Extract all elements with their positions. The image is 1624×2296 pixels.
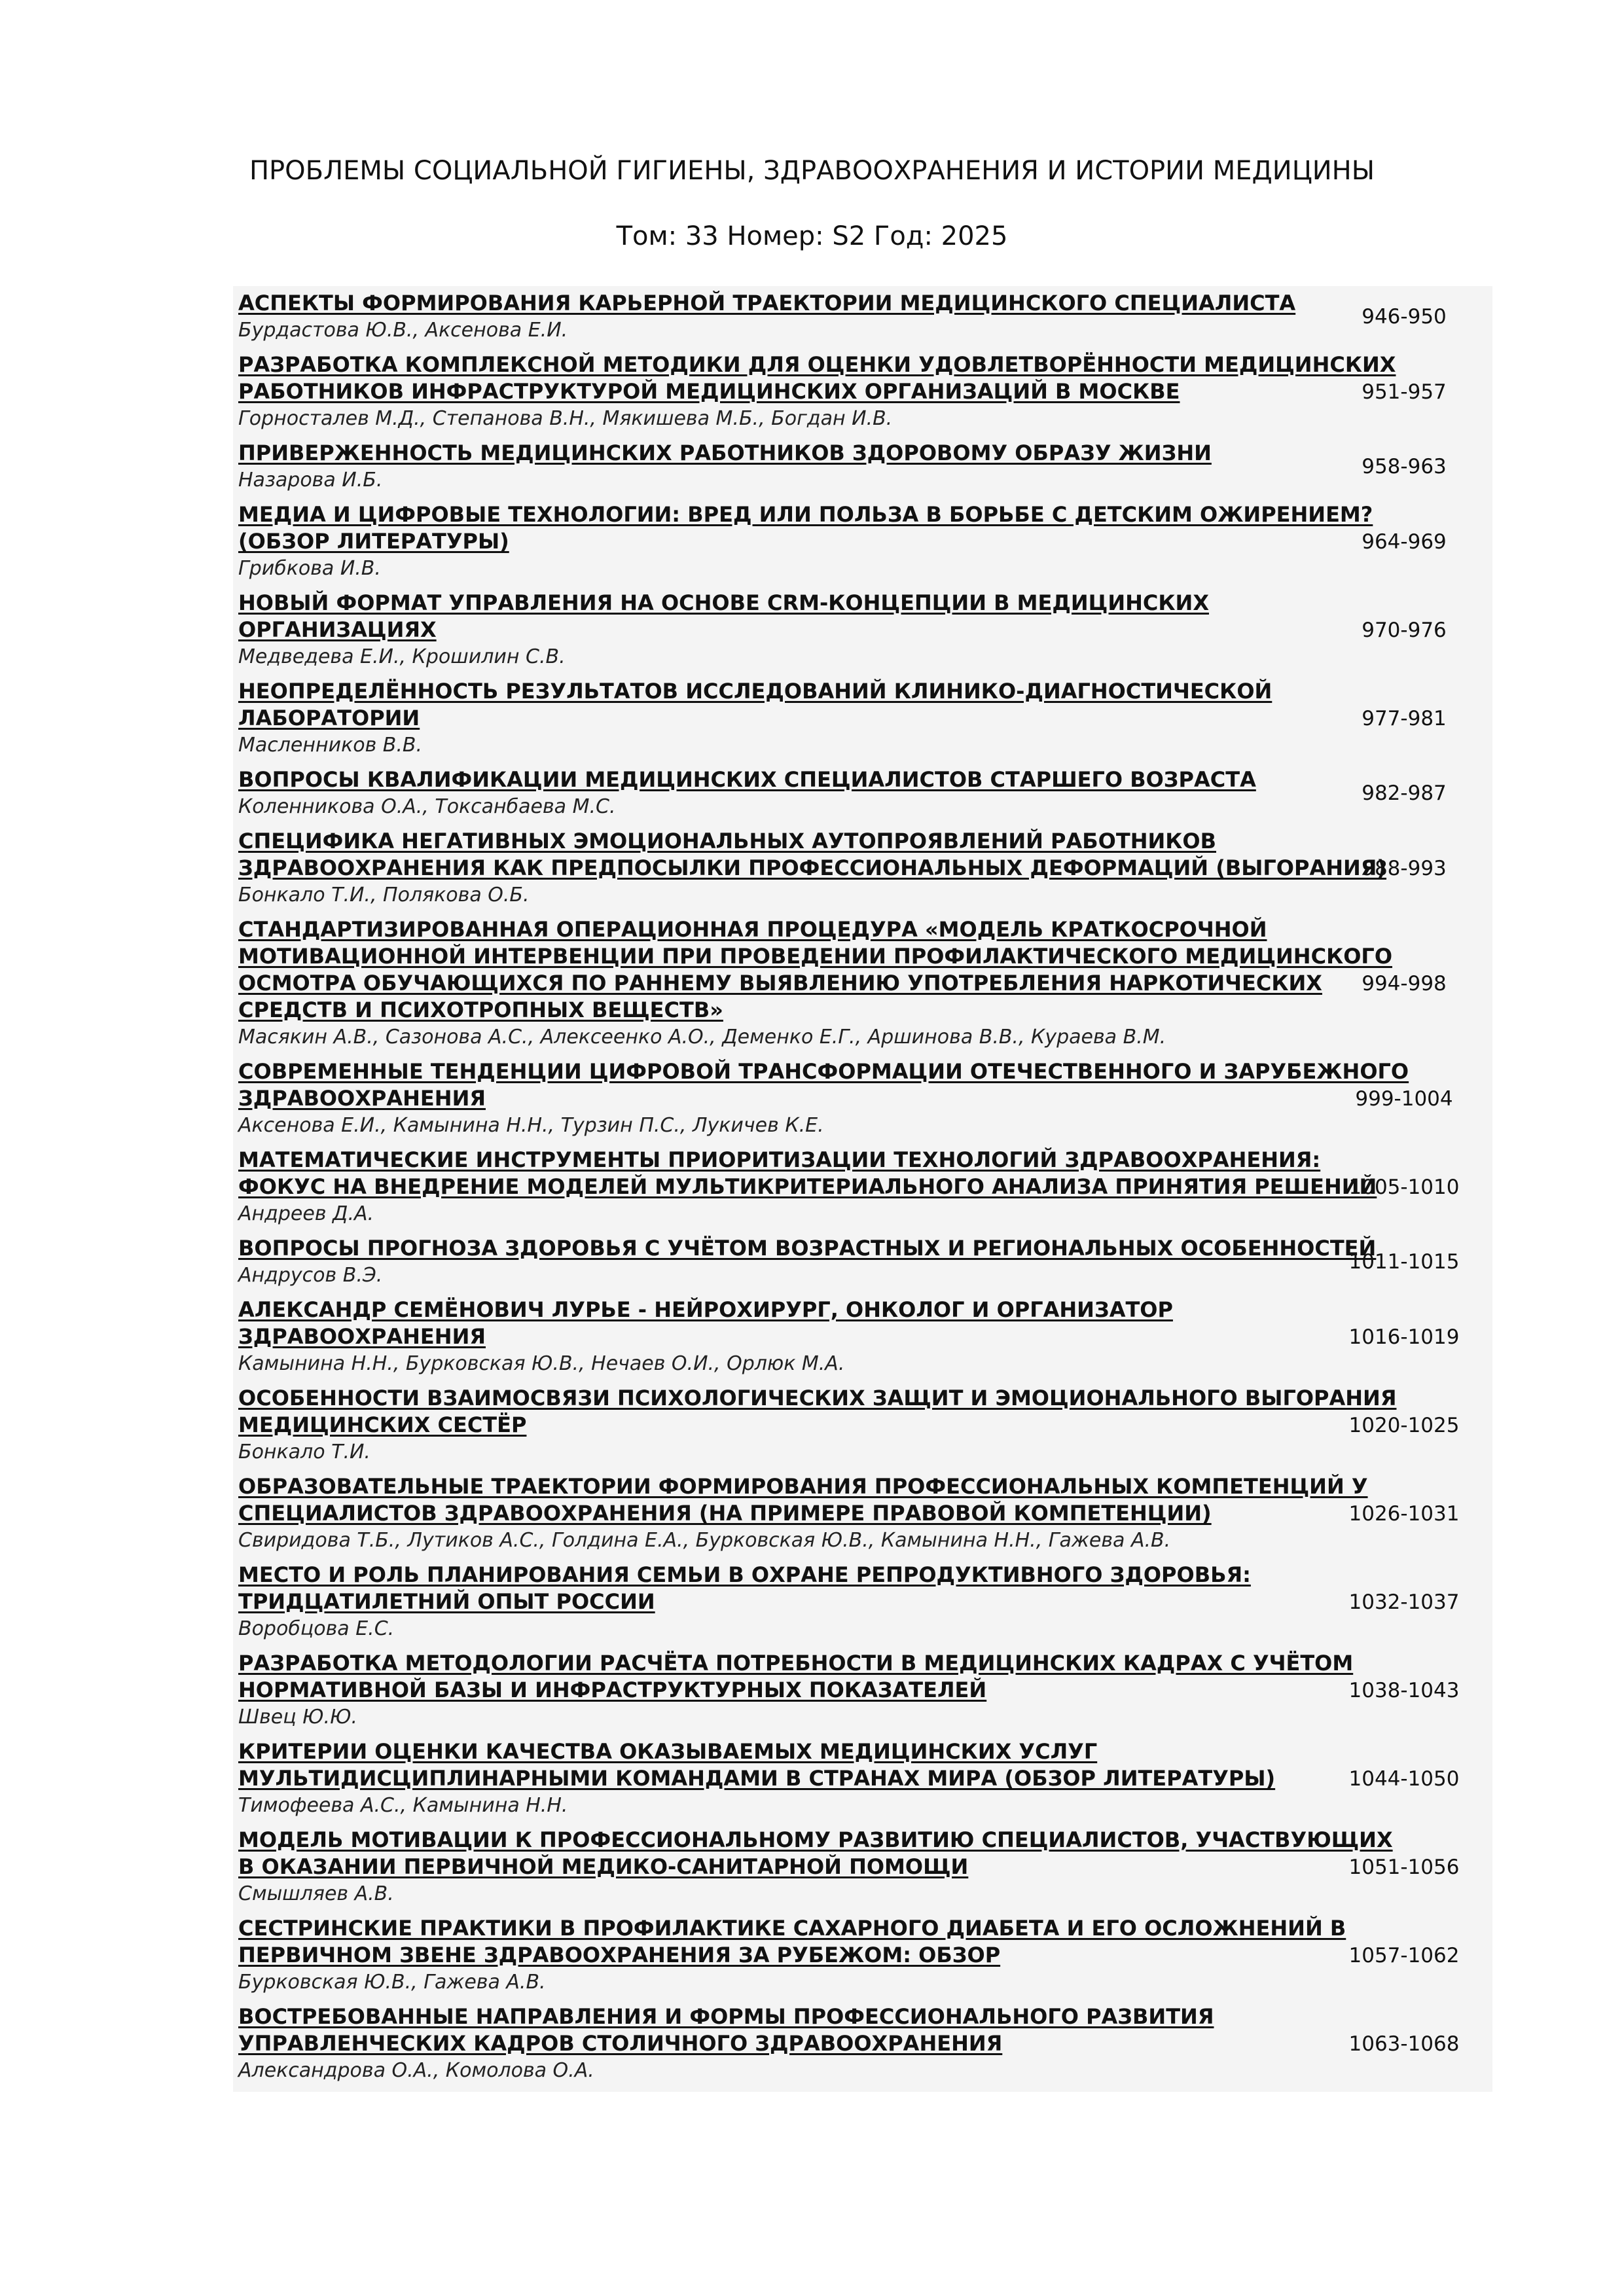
article-title-link[interactable]: ПРИВЕРЖЕННОСТЬ МЕДИЦИНСКИХ РАБОТНИКОВ ЗДОРОВОМУ ОБРАЗУ ЖИЗНИ	[238, 440, 1212, 465]
article-pages: 1038-1043	[1348, 1678, 1460, 1702]
toc-entry-text	[238, 1915, 1351, 1996]
article-authors: Масякин А.В., Сазонова А.С., Алексеенко А.О., Деменко Е.Г., Аршинова В.В., Кураева В.М.	[238, 1026, 1166, 1049]
article-authors: Тимофеева А.С., Камынина Н.Н.	[238, 1794, 568, 1817]
journal-title: ПРОБЛЕМЫ СОЦИАЛЬНОЙ ГИГИЕНЫ, ЗДРАВООХРАНЕНИЯ И ИСТОРИИ МЕДИЦИНЫ	[249, 156, 1375, 186]
article-title-link[interactable]: СПЕЦИФИКА НЕГАТИВНЫХ ЭМОЦИОНАЛЬНЫХ АУТОПРОЯВЛЕНИЙ РАБОТНИКОВ	[238, 829, 1216, 853]
toc-entry	[233, 1054, 1492, 1143]
article-title-link[interactable]: ЗДРАВООХРАНЕНИЯ	[238, 1086, 486, 1111]
toc-entry	[233, 1646, 1492, 1734]
article-title-link[interactable]: МУЛЬТИДИСЦИПЛИНАРНЫМИ КОМАНДАМИ В СТРАНАХ МИРА (ОБЗОР ЛИТЕРАТУРЫ)	[238, 1766, 1276, 1791]
toc-entry	[233, 2000, 1492, 2088]
article-pages: 951-957	[1362, 380, 1447, 404]
toc-entry	[233, 1143, 1492, 1231]
toc-entry-text	[238, 916, 1393, 1050]
article-authors: Грибкова И.В.	[238, 557, 381, 580]
article-title-link[interactable]: ОСОБЕННОСТИ ВЗАИМОСВЯЗИ ПСИХОЛОГИЧЕСКИХ ЗАЩИТ И ЭМОЦИОНАЛЬНОГО ВЫГОРАНИЯ	[238, 1386, 1397, 1410]
article-title-link[interactable]: НОРМАТИВНОЙ БАЗЫ И ИНФРАСТРУКТУРНЫХ ПОКАЗАТЕЛЕЙ	[238, 1677, 987, 1702]
toc-entry-text	[238, 590, 1351, 670]
article-pages: 964-969	[1362, 529, 1447, 554]
article-title-link[interactable]: ВОСТРЕБОВАННЫЕ НАПРАВЛЕНИЯ И ФОРМЫ ПРОФЕССИОНАЛЬНОГО РАЗВИТИЯ	[238, 2004, 1214, 2029]
article-pages: 994-998	[1362, 971, 1447, 996]
article-title-link[interactable]: ОРГАНИЗАЦИЯХ	[238, 617, 437, 642]
toc-entry	[233, 674, 1492, 762]
toc-entry-text	[238, 1385, 1397, 1465]
article-title-link[interactable]: МЕДИА И ЦИФРОВЫЕ ТЕХНОЛОГИИ: ВРЕД ИЛИ ПОЛЬЗА В БОРЬБЕ С ДЕТСКИМ ОЖИРЕНИЕМ?	[238, 502, 1373, 527]
toc-entry-text	[238, 1650, 1354, 1731]
article-pages: 1005-1010	[1348, 1175, 1460, 1199]
toc-entry	[233, 1381, 1492, 1469]
article-title-link[interactable]: ЗДРАВООХРАНЕНИЯ	[238, 1324, 486, 1349]
article-authors: Воробцова Е.С.	[238, 1617, 395, 1640]
toc-entry	[233, 286, 1492, 348]
article-title-link[interactable]: В ОКАЗАНИИ ПЕРВИЧНОЙ МЕДИКО-САНИТАРНОЙ ПОМОЩИ	[238, 1854, 969, 1879]
article-pages: 1020-1025	[1348, 1413, 1460, 1437]
article-authors: Андрусов В.Э.	[238, 1264, 383, 1287]
article-pages: 1016-1019	[1348, 1325, 1460, 1349]
article-title-link[interactable]: СТАНДАРТИЗИРОВАННАЯ ОПЕРАЦИОННАЯ ПРОЦЕДУРА «МОДЕЛЬ КРАТКОСРОЧНОЙ	[238, 917, 1267, 942]
article-title-link[interactable]: ТРИДЦАТИЛЕТНИЙ ОПЫТ РОССИИ	[238, 1589, 655, 1614]
toc-entry	[233, 1823, 1492, 1911]
article-authors: Бурковская Ю.В., Гажева А.В.	[238, 1971, 546, 1994]
article-title-link[interactable]: МАТЕМАТИЧЕСКИЕ ИНСТРУМЕНТЫ ПРИОРИТИЗАЦИИ ТЕХНОЛОГИЙ ЗДРАВООХРАНЕНИЯ:	[238, 1147, 1321, 1172]
toc-entry	[233, 586, 1492, 674]
article-title-link[interactable]: НЕОПРЕДЕЛЁННОСТЬ РЕЗУЛЬТАТОВ ИССЛЕДОВАНИЙ КЛИНИКО-ДИАГНОСТИЧЕСКОЙ	[238, 679, 1272, 704]
article-pages: 946-950	[1362, 305, 1447, 329]
article-pages: 1063-1068	[1348, 2032, 1460, 2056]
article-authors: Швец Ю.Ю.	[238, 1706, 358, 1729]
toc-entry-text	[238, 1827, 1393, 1907]
article-title-link[interactable]: СОВРЕМЕННЫЕ ТЕНДЕНЦИИ ЦИФРОВОЙ ТРАНСФОРМАЦИИ ОТЕЧЕСТВЕННОГО И ЗАРУБЕЖНОГО	[238, 1059, 1409, 1084]
toc-entry-text	[238, 1147, 1377, 1227]
article-title-link[interactable]: МЕДИЦИНСКИХ СЕСТЁР	[238, 1412, 527, 1437]
toc-entry	[233, 1911, 1492, 2000]
article-pages: 970-976	[1362, 618, 1447, 642]
article-pages: 1011-1015	[1348, 1250, 1460, 1274]
article-pages: 982-987	[1362, 781, 1447, 805]
article-authors: Аксенова Е.И., Камынина Н.Н., Турзин П.С., Лукичев К.Е.	[238, 1114, 824, 1137]
article-authors: Бонкало Т.И., Полякова О.Б.	[238, 884, 530, 906]
article-title-link[interactable]: МОДЕЛЬ МОТИВАЦИИ К ПРОФЕССИОНАЛЬНОМУ РАЗВИТИЮ СПЕЦИАЛИСТОВ, УЧАСТВУЮЩИХ	[238, 1827, 1393, 1852]
toc-entry	[233, 912, 1492, 1054]
toc-entry-text	[238, 2003, 1351, 2084]
article-authors: Медведева Е.И., Крошилин С.В.	[238, 645, 566, 668]
article-authors: Андреев Д.А.	[238, 1202, 374, 1225]
article-pages: 977-981	[1362, 706, 1447, 730]
article-title-link[interactable]: НОВЫЙ ФОРМАТ УПРАВЛЕНИЯ НА ОСНОВЕ CRM-КОНЦЕПЦИИ В МЕДИЦИНСКИХ	[238, 590, 1209, 615]
toc-entry-text	[238, 678, 1351, 759]
article-pages: 958-963	[1362, 455, 1447, 478]
toc-entry-text	[238, 351, 1396, 432]
toc-entry-text	[238, 1235, 1377, 1289]
article-authors: Бонкало Т.И.	[238, 1441, 370, 1463]
article-title-link[interactable]: ОСМОТРА ОБУЧАЮЩИХСЯ ПО РАННЕМУ ВЫЯВЛЕНИЮ УПОТРЕБЛЕНИЯ НАРКОТИЧЕСКИХ	[238, 971, 1322, 996]
toc-entry-text	[238, 828, 1387, 908]
toc-entry-text	[238, 290, 1351, 344]
article-authors: Масленников В.В.	[238, 734, 423, 757]
toc-entry	[233, 762, 1492, 824]
issue-info: Том: 33 Номер: S2 Год: 2025	[616, 221, 1008, 251]
article-authors: Горносталев М.Д., Степанова В.Н., Мякишева М.Б., Богдан И.В.	[238, 407, 893, 430]
article-title-link[interactable]: АЛЕКСАНДР СЕМЁНОВИЧ ЛУРЬЕ - НЕЙРОХИРУРГ, ОНКОЛОГ И ОРГАНИЗАТОР	[238, 1297, 1173, 1322]
toc-entry	[233, 436, 1492, 497]
article-title-link[interactable]: ЗДРАВООХРАНЕНИЯ КАК ПРЕДПОСЫЛКИ ПРОФЕССИОНАЛЬНЫХ ДЕФОРМАЦИЙ (ВЫГОРАНИЯ)	[238, 855, 1387, 880]
article-pages: 999-1004	[1355, 1086, 1453, 1111]
article-title-link[interactable]: МЕСТО И РОЛЬ ПЛАНИРОВАНИЯ СЕМЬИ В ОХРАНЕ РЕПРОДУКТИВНОГО ЗДОРОВЬЯ:	[238, 1562, 1251, 1587]
toc-entry-text	[238, 440, 1351, 493]
article-title-link[interactable]: КРИТЕРИИ ОЦЕНКИ КАЧЕСТВА ОКАЗЫВАЕМЫХ МЕДИЦИНСКИХ УСЛУГ	[238, 1739, 1098, 1764]
toc-entry	[233, 1734, 1492, 1823]
article-pages: 1032-1037	[1348, 1590, 1460, 1614]
article-authors: Свиридова Т.Б., Лутиков А.С., Голдина Е.А., Бурковская Ю.В., Камынина Н.Н., Гажева А.В.	[238, 1529, 1171, 1552]
article-title-link[interactable]: СПЕЦИАЛИСТОВ ЗДРАВООХРАНЕНИЯ (НА ПРИМЕРЕ ПРАВОВОЙ КОМПЕТЕНЦИИ)	[238, 1501, 1212, 1526]
toc-entry	[233, 1469, 1492, 1558]
article-title-link[interactable]: ОБРАЗОВАТЕЛЬНЫЕ ТРАЕКТОРИИ ФОРМИРОВАНИЯ ПРОФЕССИОНАЛЬНЫХ КОМПЕТЕНЦИЙ У	[238, 1474, 1368, 1499]
toc-entry-text	[238, 1562, 1351, 1642]
article-title-link[interactable]: СРЕДСТВ И ПСИХОТРОПНЫХ ВЕЩЕСТВ»	[238, 997, 723, 1022]
article-title-link[interactable]: РАЗРАБОТКА МЕТОДОЛОГИИ РАСЧЁТА ПОТРЕБНОСТИ В МЕДИЦИНСКИХ КАДРАХ С УЧЁТОМ	[238, 1651, 1354, 1676]
toc-entry-text	[238, 501, 1373, 582]
article-authors: Смышляев А.В.	[238, 1882, 394, 1905]
article-pages: 988-993	[1362, 856, 1447, 880]
toc-entry-text	[238, 766, 1351, 820]
toc-entry-text	[238, 1473, 1368, 1554]
article-authors: Назарова И.Б.	[238, 469, 383, 492]
article-title-link[interactable]: АСПЕКТЫ ФОРМИРОВАНИЯ КАРЬЕРНОЙ ТРАЕКТОРИИ МЕДИЦИНСКОГО СПЕЦИАЛИСТА	[238, 291, 1296, 315]
article-title-link[interactable]: СЕСТРИНСКИЕ ПРАКТИКИ В ПРОФИЛАКТИКЕ САХАРНОГО ДИАБЕТА И ЕГО ОСЛОЖНЕНИЙ В	[238, 1916, 1346, 1941]
article-authors: Коленникова О.А., Токсанбаева М.С.	[238, 795, 616, 818]
toc-entry	[233, 1231, 1492, 1293]
toc-entry-text	[238, 1738, 1351, 1819]
article-authors: Камынина Н.Н., Бурковская Ю.В., Нечаев О.И., Орлюк М.А.	[238, 1352, 845, 1375]
article-title-link[interactable]: РАБОТНИКОВ ИНФРАСТРУКТУРОЙ МЕДИЦИНСКИХ ОРГАНИЗАЦИЙ В МОСКВЕ	[238, 379, 1180, 404]
article-pages: 1051-1056	[1348, 1855, 1460, 1879]
toc-entry-text	[238, 1297, 1351, 1377]
article-authors: Бурдастова Ю.В., Аксенова Е.И.	[238, 319, 568, 342]
toc-entry	[233, 348, 1492, 436]
article-title-link[interactable]: УПРАВЛЕНЧЕСКИХ КАДРОВ СТОЛИЧНОГО ЗДРАВООХРАНЕНИЯ	[238, 2031, 1003, 2056]
article-title-link[interactable]: ВОПРОСЫ ПРОГНОЗА ЗДОРОВЬЯ С УЧЁТОМ ВОЗРАСТНЫХ И РЕГИОНАЛЬНЫХ ОСОБЕННОСТЕЙ	[238, 1236, 1377, 1261]
toc-entry	[233, 1558, 1492, 1646]
article-pages: 1044-1050	[1348, 1767, 1460, 1791]
article-title-link[interactable]: МОТИВАЦИОННОЙ ИНТЕРВЕНЦИИ ПРИ ПРОВЕДЕНИИ ПРОФИЛАКТИЧЕСКОГО МЕДИЦИНСКОГО	[238, 944, 1393, 969]
article-authors: Александрова О.А., Комолова О.А.	[238, 2059, 594, 2082]
toc-entry	[233, 1293, 1492, 1381]
toc-entry	[233, 497, 1492, 586]
toc-entry	[233, 824, 1492, 912]
article-title-link[interactable]: ВОПРОСЫ КВАЛИФИКАЦИИ МЕДИЦИНСКИХ СПЕЦИАЛИСТОВ СТАРШЕГО ВОЗРАСТА	[238, 767, 1256, 792]
article-title-link[interactable]: ПЕРВИЧНОМ ЗВЕНЕ ЗДРАВООХРАНЕНИЯ ЗА РУБЕЖОМ: ОБЗОР	[238, 1943, 1001, 1967]
article-title-link[interactable]: ФОКУС НА ВНЕДРЕНИЕ МОДЕЛЕЙ МУЛЬТИКРИТЕРИАЛЬНОГО АНАЛИЗА ПРИНЯТИЯ РЕШЕНИЙ	[238, 1174, 1377, 1199]
article-pages: 1026-1031	[1348, 1501, 1460, 1526]
article-title-link[interactable]: ЛАБОРАТОРИИ	[238, 706, 420, 730]
table-of-contents	[233, 286, 1492, 2092]
article-pages: 1057-1062	[1348, 1943, 1460, 1967]
article-title-link[interactable]: (ОБЗОР ЛИТЕРАТУРЫ)	[238, 529, 509, 554]
article-title-link[interactable]: РАЗРАБОТКА КОМПЛЕКСНОЙ МЕТОДИКИ ДЛЯ ОЦЕНКИ УДОВЛЕТВОРЁННОСТИ МЕДИЦИНСКИХ	[238, 352, 1396, 377]
